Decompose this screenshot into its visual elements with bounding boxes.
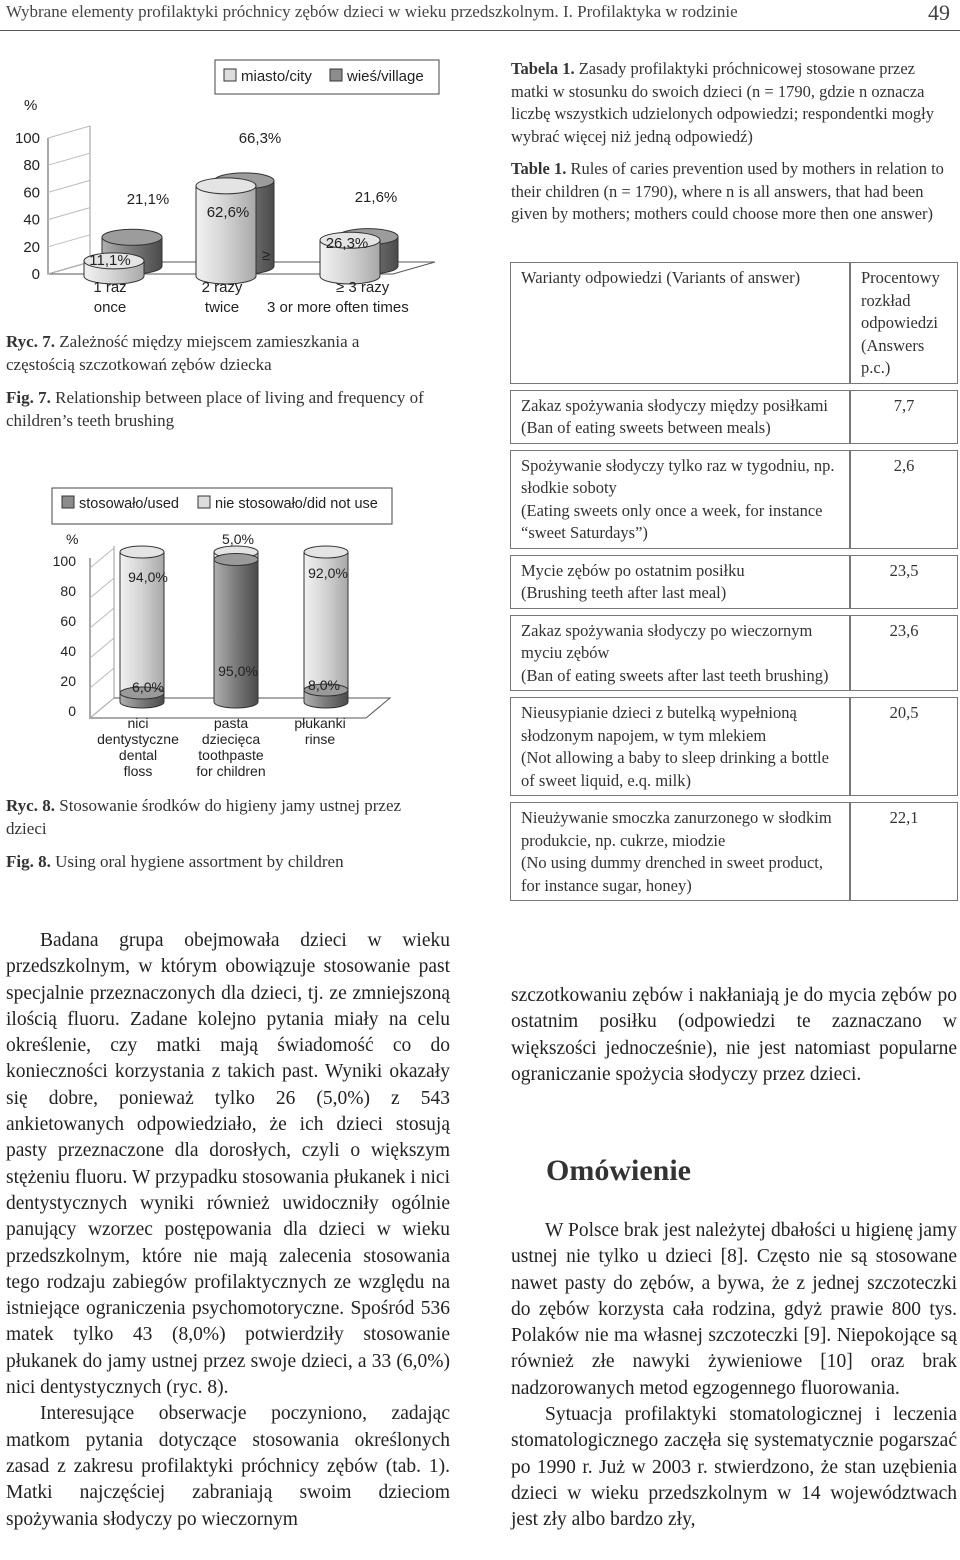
variant-pl: Nieużywanie smoczka zanurzonego w słodkim produkcie, np. cukrze, miodzie: [521, 808, 832, 850]
right-column-continuation: [511, 983, 957, 1088]
y-tick-label: 0: [31, 266, 40, 283]
variant-en: (Not allowing a baby to sleep drinking a bottle of sweet liquid, e.q. milk): [521, 748, 829, 790]
right-column-discussion: [511, 1218, 957, 1534]
table-1-caption-en-text: Rules of caries prevention used by mothers in relation to their children (n = 1790), where n is all answers, that had been given by mothers; mothers could choose more then one answer): [511, 159, 944, 223]
y-tick-label: 80: [60, 583, 76, 599]
table-1-caption-pl: [511, 58, 956, 148]
y-tick-label: 20: [60, 673, 76, 689]
table-cell-value: 22,1: [850, 802, 958, 901]
body-paragraph: Badana grupa obejmowała dzieci w wieku przedszkolnym, w którym obowiązuje stosowanie past specjalnie przeznaczonych dla dzieci, tj. ze zmniejszoną ilością fluoru. Zadane kolejno pytania miały na celu określenie, czy matki mają świadomość co do konieczności korzystania z takich past. Wyniki okazały się dobre, ponieważ tylko 26 (5,0%) z 543 ankietowanych odpowiedziało, że ich dzieci stosują pasty przeznaczone dla dorosłych, czyli o większym stężeniu fluoru. W przypadku stosowania płukanek i nici dentystycznych wyniki również uwidoczniły ogólnie panujący wzorzec postępowania dla dzieci w wieku przedszkolnym, które nie mają zalecenia stosowania tego rodzaju zabiegów profilaktycznych ze względu na istniejące ograniczenia psychomotoryczne. Spośród 536 matek tylko 43 (8,0%) potwierdziły stosowanie płukanek do jamy ustnej przez swoje dzieci, a 33 (6,0%) nici dentystycznych (ryc. 8).: [6, 930, 450, 1399]
table-header-percent: Procentowy rozkład odpowiedzi (Answers p.c.): [850, 262, 958, 384]
legend-not-used: nie stosowało/did not use: [215, 496, 378, 512]
figure-8-caption-en: [6, 850, 436, 873]
page-number: 49: [928, 0, 950, 25]
body-paragraph: W Polsce brak jest należytej dbałości u higienę jamy ustnej nie tylko u dzieci [8]. Często nie są stosowane nawet pasty do zębów, a bywa, że z jednej szczoteczki do zębów korzysta cała rodzina, gdyż prawie 800 tys. Polaków nie ma własnej szczoteczki [9]. Niepokojące są również złe nawyki żywieniowe [10] oraz brak nadzorowanych metod egzogennego fluorowania.: [511, 1220, 957, 1399]
value-label-city: 66,3%: [238, 130, 282, 147]
bar-used: [214, 554, 258, 709]
value-label-city: 11,1%: [89, 252, 131, 269]
table-cell-variant: [510, 802, 850, 901]
body-paragraph: szczotkowaniu zębów i nakłaniają je do mycia zębów po ostatnim posiłku (odpowiedzi te zaznaczano w większości jednocześnie), nie jest natomiast popularne ograniczanie spożycia słodyczy przez dzieci.: [511, 985, 957, 1085]
figure-8-caption-pl: [6, 794, 436, 840]
category-label-twice-en: twice: [204, 299, 240, 316]
category-label: płukanki: [294, 715, 346, 731]
table-cell-value: 7,7: [850, 390, 958, 444]
gridline: [90, 548, 114, 568]
figure-7-label-en: Fig. 7.: [6, 388, 51, 407]
legend-village: wieś/village: [347, 68, 424, 85]
y-tick-label: 20: [23, 238, 40, 256]
chart-wall-left: [48, 138, 90, 274]
gridline: [48, 126, 90, 138]
gridline: [90, 608, 114, 628]
value-label-not-used: 5,0%: [222, 531, 254, 547]
legend-swatch-village: [330, 69, 342, 81]
figure-8-label-en: Fig. 8.: [6, 852, 51, 871]
table-cell-variant: [510, 450, 850, 549]
legend-city: miasto/city: [241, 68, 312, 85]
table-row: [510, 802, 958, 901]
y-axis-label-8: %: [66, 531, 79, 547]
running-header: [0, 0, 960, 31]
y-axis-label: %: [24, 97, 38, 114]
table-1-caption-pl-text: Zasady profilaktyki próchnicowej stosowane przez matki w stosunku do swoich dzieci (n = 1790, gdzie n oznacza liczbę wszystkich udzielonych odpowiedzi; respondentki mogły wybrać więcej niż jedną odpowiedź): [511, 59, 934, 146]
variant-en: (Brushing teeth after last meal): [521, 583, 727, 602]
figure-7-caption-en-text: Relationship between place of living and frequency of children’s teeth brushing: [6, 388, 424, 430]
y-tick-label: 40: [60, 643, 76, 659]
table-1-label-pl: Tabela 1.: [511, 59, 575, 78]
category-label: for children: [196, 763, 266, 779]
variant-pl: Spożywanie słodyczy tylko raz w tygodniu, np. słodkie soboty: [521, 455, 835, 497]
category-label: dental: [118, 747, 158, 763]
bar-city: [196, 178, 256, 284]
value-label-village: 21,6%: [354, 189, 398, 206]
y-tick-label: 60: [60, 613, 76, 629]
table-1-caption: [511, 58, 956, 226]
figure-7-label-pl: Ryc. 7.: [6, 332, 55, 351]
y-tick-label: 100: [14, 130, 40, 147]
table-cell-value: 23,5: [850, 555, 958, 609]
table-cell-variant: [510, 390, 850, 444]
gridline: [48, 235, 90, 247]
figure-7-chart: [0, 52, 470, 322]
table-row: [510, 697, 958, 796]
figure-8-chart: [0, 478, 470, 786]
gridline: [48, 153, 90, 165]
body-paragraph: Interesujące obserwacje poczyniono, zadając matkom pytania dotyczące stosowania określonych zasad z zakresu profilaktyki próchnicy zębów (tab. 1). Matki najczęściej zabraniają swoim dzieciom spożywania słodyczy po wieczornym: [6, 1403, 450, 1530]
variant-en: (Ban of eating sweets after last teeth brushing): [521, 665, 829, 685]
figure-8-caption-en-text: Using oral hygiene assortment by children: [55, 852, 344, 871]
figure-7-caption-pl: [6, 330, 426, 376]
body-paragraph: Sytuacja profilaktyki stomatologicznej i leczenia stomatologicznego zaczęła się systematycznie pogarszać po 1990 r. Już w 2003 r. stwierdzono, że stan uzębienia dzieci w wieku przedszkolnym w 14 województwach jest zły albo bardzo zły,: [511, 1404, 957, 1531]
y-tick-label: 100: [52, 553, 76, 569]
value-label-used: 8,0%: [308, 677, 340, 693]
figure-8-caption: [6, 794, 436, 873]
table-header-variants: Warianty odpowiedzi (Variants of answer): [510, 262, 850, 384]
table-cell-value: 23,6: [850, 615, 958, 692]
y-tick-label: 0: [68, 703, 76, 719]
figure-8-caption-pl-text: Stosowanie środków do higieny jamy ustnej przez dzieci: [6, 796, 402, 838]
value-label-village: 21,1%: [126, 191, 170, 208]
variant-pl: Zakaz spożywania słodyczy między posiłkami: [521, 395, 828, 415]
legend-used: stosowało/used: [79, 496, 179, 512]
value-label-village: 62,6%: [206, 204, 250, 221]
variant-en: (No using dummy drenched in sweet product, for instance sugar, honey): [521, 853, 823, 895]
table-cell-variant: [510, 555, 850, 609]
category-label: nici: [127, 715, 149, 731]
table-cell-variant: [510, 697, 850, 796]
section-heading-omowienie: Omówienie: [546, 1154, 691, 1187]
table-cell-value: 20,5: [850, 697, 958, 796]
gridline: [90, 578, 114, 598]
category-label: toothpaste: [198, 747, 264, 763]
category-label-once-pl: 1 raz: [93, 279, 127, 296]
variant-pl: Mycie zębów po ostatnim posiłku: [521, 560, 745, 580]
table-1-label-en: Table 1.: [511, 159, 567, 178]
value-label-used: 95,0%: [218, 663, 258, 679]
table-1-caption-en: [511, 158, 956, 226]
table-row: [510, 450, 958, 549]
table-header-row: [510, 262, 958, 384]
geq-symbol: ≥: [262, 247, 271, 264]
category-label-3plus-pl: ≥ 3 razy: [336, 279, 390, 296]
variant-pl: Nieusypianie dzieci z butelką wypełnioną słodzonym napojem, w tym mlekiem: [521, 703, 797, 745]
category-label-3plus-en: 3 or more often times: [267, 299, 409, 316]
table-1: [510, 256, 958, 907]
gridline: [48, 180, 90, 192]
category-label: rinse: [304, 731, 336, 747]
figure-7-caption: [6, 330, 426, 432]
figure-7-caption-pl-text: Zależność między miejscem zamieszkania a częstością szczotkowań zębów dziecka: [6, 332, 360, 374]
figure-7-caption-en: [6, 386, 426, 432]
table-cell-variant: [510, 615, 850, 692]
table-row: [510, 555, 958, 609]
category-label: pasta: [213, 715, 249, 731]
value-label-not-used: 92,0%: [308, 565, 348, 581]
value-label-city: 26,3%: [325, 235, 369, 252]
category-label: dentystyczne: [97, 731, 179, 747]
gridline: [48, 208, 90, 220]
figure-8-label-pl: Ryc. 8.: [6, 796, 55, 815]
legend-swatch-not-used: [198, 496, 210, 508]
variant-en: (Ban of eating sweets between meals): [521, 418, 771, 437]
table-row: [510, 390, 958, 444]
variant-en: (Eating sweets only once a week, for instance “sweet Saturdays”): [521, 500, 823, 542]
category-label: dziecięca: [201, 731, 261, 747]
variant-pl: Zakaz spożywania słodyczy po wieczornym myciu zębów: [521, 620, 813, 662]
category-label-once-en: once: [93, 299, 127, 316]
left-column-text: [6, 928, 450, 1533]
legend-swatch-used: [62, 496, 74, 508]
y-tick-label: 40: [23, 211, 40, 229]
category-label: floss: [123, 763, 153, 779]
running-title: Wybrane elementy profilaktyki próchnicy zębów dzieci w wieku przedszkolnym. I. Profilaktyka w rodzinie: [6, 2, 738, 21]
table-row: [510, 615, 958, 692]
gridline: [90, 638, 114, 658]
gridline: [90, 698, 114, 718]
y-tick-label: 80: [23, 157, 40, 175]
gridline: [90, 668, 114, 688]
category-label-twice-pl: 2 razy: [201, 279, 243, 296]
y-tick-label: 60: [23, 184, 40, 202]
value-label-used: 6,0%: [132, 679, 164, 695]
table-cell-value: 2,6: [850, 450, 958, 549]
value-label-not-used: 94,0%: [128, 569, 168, 585]
legend-swatch-city: [224, 69, 236, 81]
